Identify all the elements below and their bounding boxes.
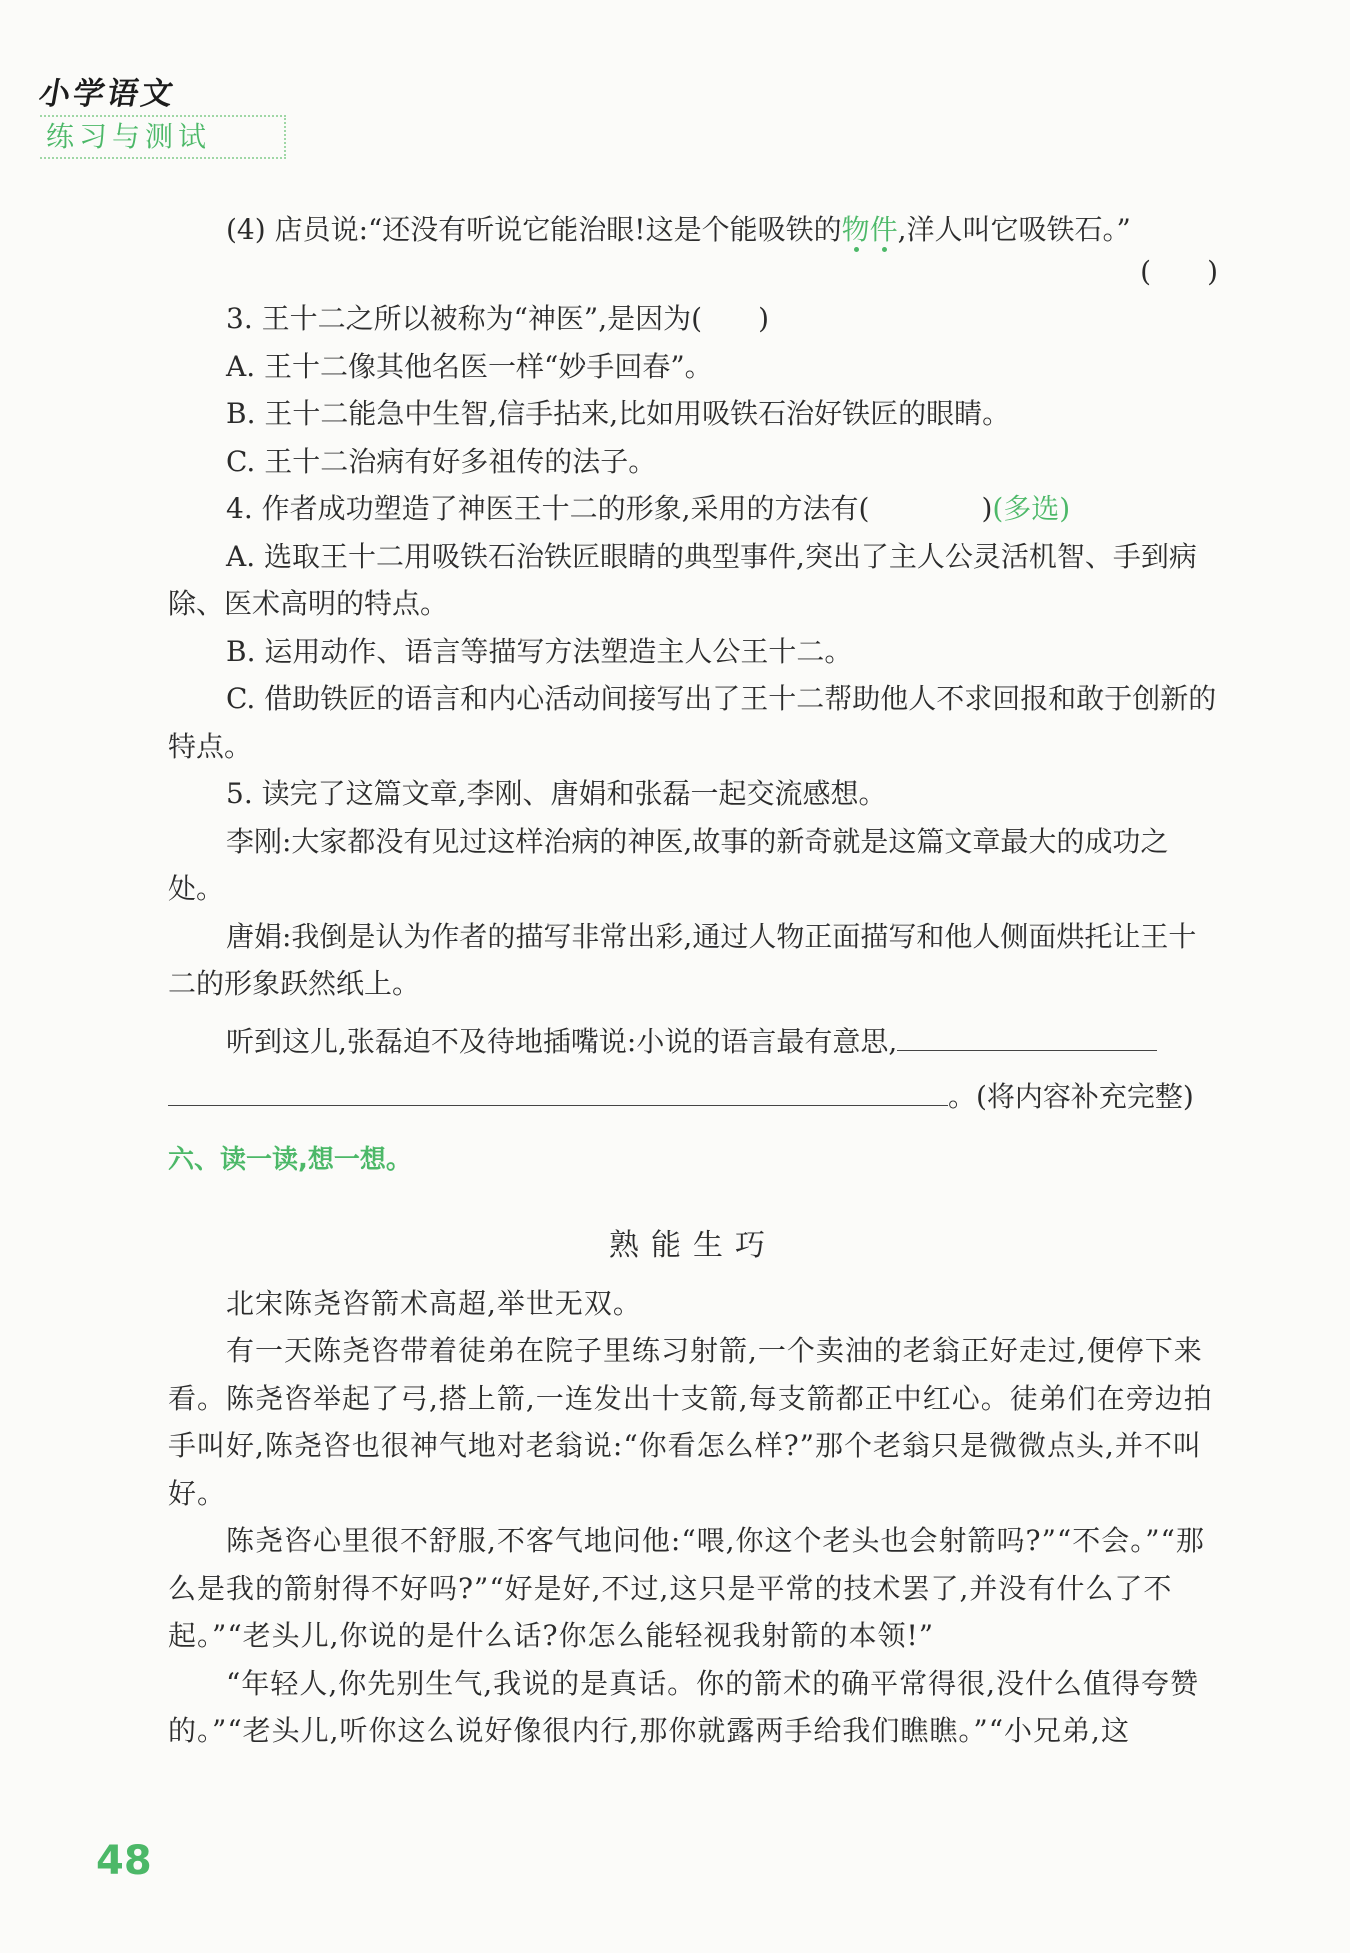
- page-content: [168, 206, 1218, 1755]
- q5-zhanglei: [168, 1018, 1218, 1066]
- q3-option-b[interactable]: B. 王十二能急中生智,信手拈来,比如用吸铁石治好铁匠的眼睛。: [226, 397, 1011, 430]
- q4-option-b[interactable]: B. 运用动作、语言等描写方法塑造主人公王十二。: [226, 634, 853, 668]
- q2-item-4: [168, 206, 1218, 254]
- page-number: 48: [96, 1838, 152, 1884]
- q5-stem: 5. 读完了这篇文章,李刚、唐娟和张磊一起交流感想。: [226, 777, 887, 810]
- answer-blank[interactable]: [168, 1075, 948, 1106]
- q5-tangjuan: 唐娟:我倒是认为作者的描写非常出彩,通过人物正面描写和他人侧面烘托让王十二的形象跃然纸上。: [168, 919, 1197, 1000]
- dotted-char: 物: [841, 213, 870, 246]
- multi-select-tag: (多选): [992, 492, 1071, 525]
- q4-stem: [168, 485, 1218, 533]
- story-paragraph: “年轻人,你先别生气,我说的是真话。你的箭术的确平常得很,没什么值得夸赞的。”“老头儿,听你这么说好像很内行,那你就露两手给我们瞧瞧。”“小兄弟,这: [168, 1666, 1200, 1747]
- q5-zhanglei-text: 听到这儿,张磊迫不及待地插嘴说:小说的语言最有意思,: [226, 1024, 898, 1058]
- series-title: 小学语文: [36, 76, 179, 112]
- story-paragraph: 陈尧咨心里很不舒服,不客气地问他:“喂,你这个老头也会射箭吗?”“不会。”“那么是我的箭射得不好吗?”“好是好,不过,这只是平常的技术罢了,并没有什么了不起。”“老头儿,你说的是什么话?你怎么能轻视我射箭的本领!”: [168, 1524, 1205, 1652]
- q3-option-a[interactable]: A. 王十二像其他名医一样“妙手回春”。: [226, 349, 713, 383]
- q4-stem-text: 4. 作者成功塑造了神医王十二的形象,采用的方法有( ): [226, 492, 993, 525]
- q5-ligang: 李刚:大家都没有见过这样治病的神医,故事的新奇就是这篇文章最大的成功之处。: [168, 824, 1169, 905]
- section-6-title: 六、读一读,想一想。: [168, 1144, 412, 1175]
- q4-option-a[interactable]: A. 选取王十二用吸铁石治铁匠眼睛的典型事件,突出了主人公灵活机智、手到病除、医术高明的特点。: [168, 539, 1197, 620]
- q2-item-4-tail: ,洋人叫它吸铁石。”: [897, 213, 1131, 246]
- answer-blank[interactable]: [897, 1020, 1157, 1051]
- q5-blank-row: [168, 1073, 1218, 1121]
- answer-paren[interactable]: ( ): [1140, 254, 1218, 288]
- dotted-char: 件: [869, 213, 898, 246]
- story-title: 熟能生巧: [609, 1228, 777, 1263]
- q4-option-c[interactable]: C. 借助铁匠的语言和内心活动间接写出了王十二帮助他人不求回报和敢于创新的特点。: [168, 682, 1217, 763]
- q3-stem: 3. 王十二之所以被称为“神医”,是因为( ): [226, 302, 769, 335]
- story-paragraph: 有一天陈尧咨带着徒弟在院子里练习射箭,一个卖油的老翁正好走过,便停下来看。陈尧咨举起了弓,搭上箭,一连发出十支箭,每支箭都正中红心。徒弟们在旁边拍手叫好,陈尧咨也很神气地对老翁说:“你看怎么样?”那个老翁只是微微点头,并不叫好。: [168, 1334, 1213, 1510]
- book-brand: [36, 68, 286, 159]
- series-subtitle: 练习与测试: [40, 115, 286, 159]
- story-paragraph: 北宋陈尧咨箭术高超,举世无双。: [226, 1286, 642, 1320]
- q5-ending: 。(将内容补充完整): [948, 1080, 1194, 1113]
- q3-option-c[interactable]: C. 王十二治病有好多祖传的法子。: [226, 444, 657, 478]
- q2-item-4-text: (4) 店员说:“还没有听说它能治眼!这是个能吸铁的: [226, 213, 842, 246]
